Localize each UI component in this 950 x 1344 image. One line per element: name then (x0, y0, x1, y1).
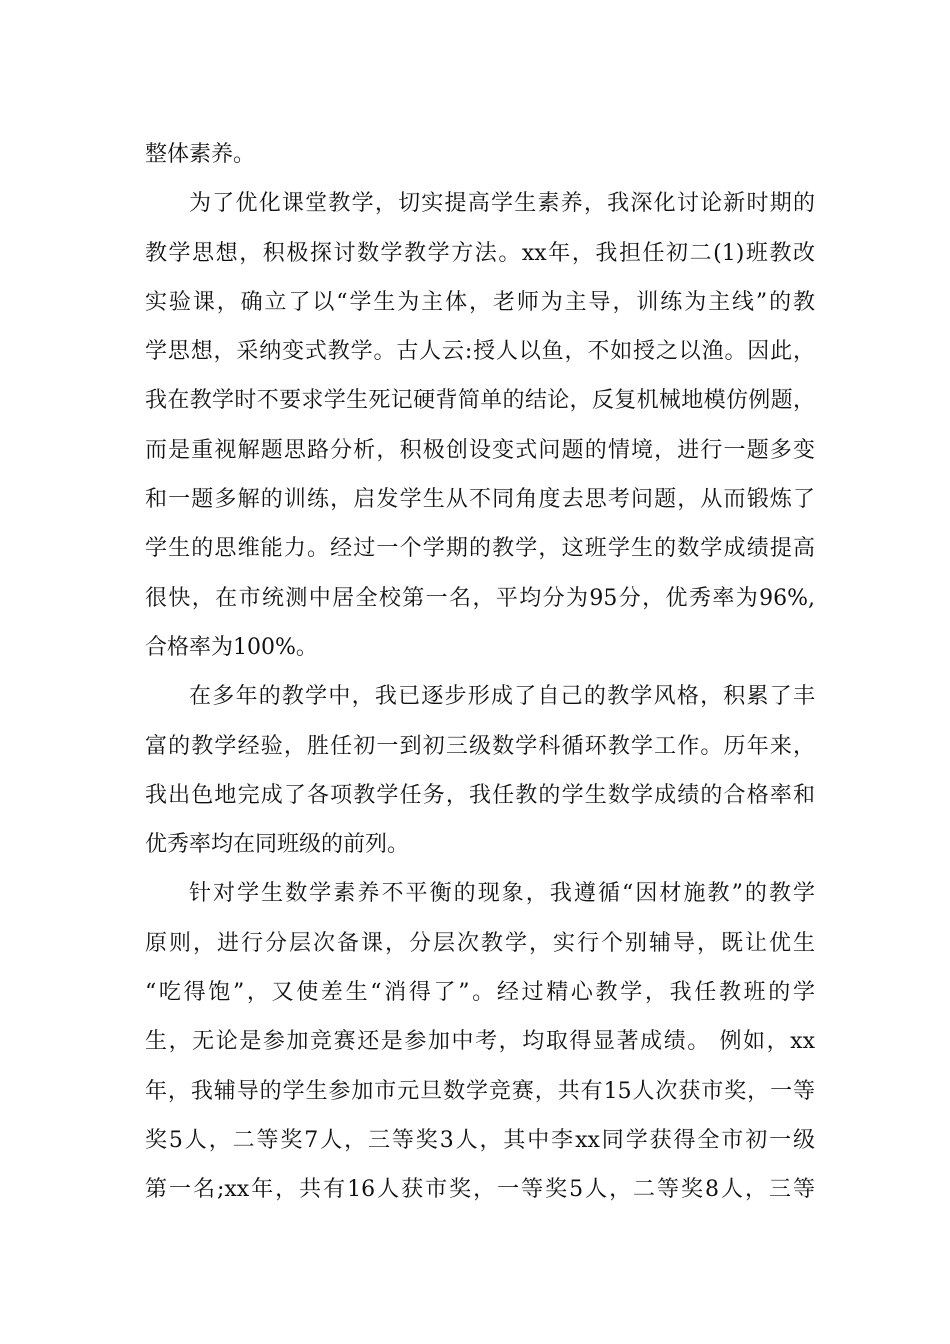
text-line: “吃得饱”，又使差生“消得了”。经过精心教学，我任教班的学 (145, 980, 815, 1006)
text-line: 而是重视解题思路分析，积极创设变式问题的情境，进行一题多变 (145, 437, 815, 463)
text-line: 和一题多解的训练，启发学生从不同角度去思考问题，从而锻炼了 (145, 487, 815, 513)
text-line: 为了优化课堂教学，切实提高学生素养，我深化讨论新时期的 (189, 191, 815, 217)
text-line: 富的教学经验，胜任初一到初三级数学科循环教学工作。历年来， (145, 733, 815, 759)
text-line: 我在教学时不要求学生死记硬背简单的结论，反复机械地模仿例题， (145, 388, 815, 414)
text-line: 学思想，采纳变式教学。古人云:授人以鱼，不如授之以渔。因此， (145, 339, 815, 365)
text-line: 原则，进行分层次备课，分层次教学，实行个别辅导，既让优生 (145, 930, 815, 956)
text-line: 针对学生数学素养不平衡的现象，我遵循“因材施教”的教学 (189, 881, 815, 907)
text-line: 我出色地完成了各项教学任务，我任教的学生数学成绩的合格率和 (145, 782, 815, 808)
text-line: 教学思想，积极探讨数学教学方法。xx年，我担任初二(1)班教改 (145, 240, 815, 266)
text-line: 合格率为100%。 (145, 634, 318, 660)
text-line: 在多年的教学中，我已逐步形成了自己的教学风格，积累了丰 (189, 684, 815, 710)
document-body (145, 130, 815, 1215)
text-line: 奖5人，二等奖7人，三等奖3人，其中李xx同学获得全市初一级 (145, 1127, 815, 1153)
text-line: 整体素养。 (145, 142, 256, 167)
text-line: 生，无论是参加竞赛还是参加中考，均取得显著成绩。 例如，xx (145, 1029, 815, 1055)
text-line: 第一名;xx年，共有16人获市奖，一等奖5人，二等奖8人，三等 (145, 1177, 815, 1203)
text-line: 学生的思维能力。经过一个学期的教学，这班学生的数学成绩提高 (145, 536, 815, 562)
text-line: 优秀率均在同班级的前列。 (145, 832, 410, 858)
text-line: 年，我辅导的学生参加市元旦数学竞赛，共有15人次获市奖，一等 (145, 1078, 815, 1104)
text-line: 很快，在市统测中居全校第一名，平均分为95分，优秀率为96%, (145, 585, 815, 611)
text-line: 实验课，确立了以“学生为主体，老师为主导，训练为主线”的教 (145, 289, 815, 315)
